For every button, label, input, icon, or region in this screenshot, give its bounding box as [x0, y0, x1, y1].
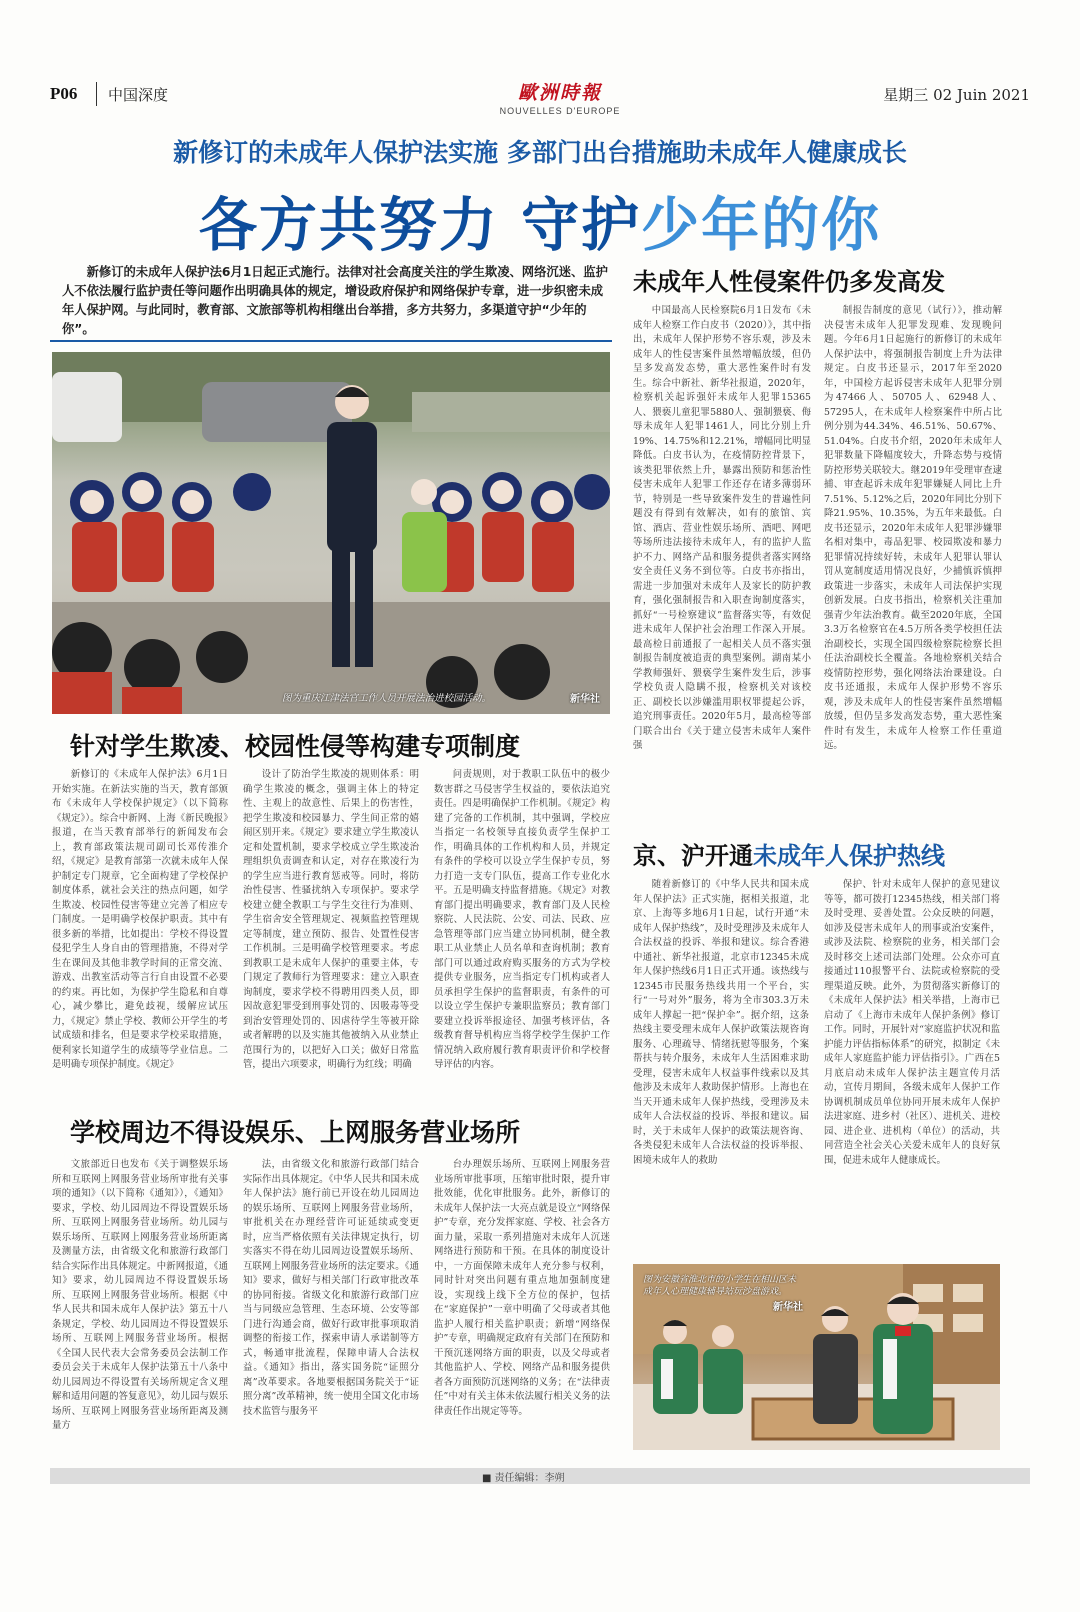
sexual-col-2: 制报告制度的意见（试行）》，推动解决侵害未成年人犯罪发现难、发现晚问题。今年6月1日起施行的新修订的未成年人保护法中，将强制报告制度上升为法律规定。白皮书还显示，2017年至2020年，中国检方起诉侵害未成年人犯罪分别为47466人、50705人、62948人、57295人，在未成年人检察案件中所占比例分别为44.34%、46.51%、50.67%、51.04%。白皮书介绍，2020年未成年人犯罪数量下降幅度较大，升降态势与疫情防控形势关联较大。继2019年受理审查逮捕、审查起诉未成年犯罪嫌疑人同比上升7.51%、5.12%之后，2020年同比分别下降21.95%、10.35%，为五年来最低。白皮书还显示，2020年未成年人犯罪涉嫌罪名相对集中，毒品犯罪、校园欺凌和暴力犯罪情况持续好转，未成年人犯罪认罪认罚从宽制度适用情况良好，少捕慎诉慎押政策进一步落实，未成年人司法保护实现创新发展。白皮书指出，检察机关注重加强青少年法治教育。截至2020年底，全国3.3万名检察官在4.5万所各类学校担任法治副校长，实现全国四级检察院检察长担任法治副校长全覆盖。各地检察机关结合疫情防控形势，强化网络法治课建设。白皮书还通报，未成年人保护形势不容乐观，涉及未成年人的性侵害案件虽然增幅放缓，但仍呈多发高发态势，重大恶性案件时有发生，未成年人检察工作任重道远。 [824, 305, 1002, 751]
lead-divider [50, 340, 612, 342]
hotline-col-1: 随着新修订的《中华人民共和国未成年人保护法》正式实施，据相关报道，北京、上海等多地6月1日起，试行开通“未成年人保护热线”，及时受理涉及未成年人合法权益的投诉、举报和建议。综合香港中通社、新华社报道，北京市12345未成年人保护热线6月1日正式开通。该热线与12345市民服务热线共用一个平台，实行“一号对外”服务，将为全市303.3万未成年人撑起一把“保护伞”。据介绍，这条热线主要受理未成年人保护政策法规咨询服务、心理疏导、情绪抚慰等服务，个案帮扶与转介服务，未成年人生活困难求助受理，侵害未成年人权益事件线索以及其他涉及未成年人救助保护情形。上海也在当天开通未成年人保护热线，受理涉及未成年人合法权益的投诉、举报和建议。届时，关于未成年人保护的政策法规咨询、各类侵犯未成年人合法权益的投诉举报、困境未成年人的救助 [633, 879, 809, 1166]
venues-col-1: 文旅部近日也发布《关于调整娱乐场所和互联网上网服务营业场所审批有关事项的通知》（以下简称《通知》），《通知》要求，学校、幼儿园周边不得设置娱乐场所、互联网上网服务营业场所。幼儿园与娱乐场所、互联网上网服务营业场所距离及测量方法，由省级文化和旅游行政部门结合实际作出具体规定。中新网报道，《通知》要求，幼儿园周边不得设置娱乐场所、互联网上网服务营业场所。根据《中华人民共和国未成年人保护法》第五十八条规定，学校、幼儿园周边不得设置娱乐场所、互联网上网服务营业场所。根据《全国人民代表大会常务委员会法制工作委员会关于未成年人保护法第五十八条中幼儿园周边不得设置有关场所规定含义理解和适用问题的答复意见》，幼儿园与娱乐场所、互联网上网服务营业场所距离及测量方 [52, 1159, 228, 1431]
page-header [50, 78, 1030, 118]
venues-col-3: 台办理娱乐场所、互联网上网服务营业场所审批事项，压缩审批时限，提升审批效能，优化审批服务。此外，新修订的未成年人保护法一大亮点就是设立“网络保护”专章，充分发挥家庭、学校、社会各方面力量，采取一系列措施对未成年人沉迷网络进行预防和干预。在具体的制度设计中，一方面保障未成年人充分参与权利，同时针对突出问题有重点地加强制度建设，实现线上线下全方位的保护，包括在“家庭保护”一章中明确了父母或者其他监护人履行相关监护职责；新增“网络保护”专章，明确规定政府有关部门在预防和干预沉迷网络方面的职责，以及父母或者其他监护人、学校、网络产品和服务提供者各方面预防沉迷网络的义务；在“法律责任”中对有关主体未依法履行相关义务的法律责任作出规定等等。 [434, 1159, 610, 1417]
bullying-col-2: 设计了防治学生欺凌的规则体系：明确学生欺凌的概念，强调主体上的特定性、主观上的故意性、后果上的伤害性，把学生欺凌和校园暴力、学生间正常的嬉闹区别开来。《规定》要求建立学生欺凌认定和处置机制，要求学校成立学生欺凌治理组织负责调查和认定，对存在欺凌行为的学生应当进行教育惩戒等。同时，将防治性侵害、性骚扰纳入专项保护。要求学校建立健全教职工与学生交往行为准则、学生宿舍安全管理规定、视频监控管理规定等制度，建立预防、报告、处置性侵害工作机制。三是明确学校管理要求。考虑到教职工是未成年人保护的重要主体，专门规定了教师行为管理要求：建立入职查询制度，要求学校不得聘用四类人员，即因故意犯罪受到刑事处罚的、因吸毒等受到治安管理处罚的、因虐待学生等被开除或者解聘的以及实施其他被纳入从业禁止范围行为的，以把好入口关；做好日常监管，提出六项要求，明确行为红线；明确 [243, 769, 419, 1070]
section-title-bullying: 针对学生欺凌、校园性侵等构建专项制度 [70, 732, 521, 761]
masthead-logo [485, 78, 635, 116]
page-footer [50, 1468, 1030, 1484]
lead-paragraph: 新修订的未成年人保护法6月1日起正式施行。法律对社会高度关注的学生欺凌、网络沉迷、监护人不依法履行监护责任等问题作出明确具体的规定，增设政府保护和网络保护专章，进一步织密未成年人保护网。与此同时，教育部、文旅部等机构相继出台举措，多方共努力，多渠道守护“少年的你”。 [62, 265, 608, 336]
editor-credit: ■ 责任编辑：李朔 [482, 1469, 564, 1484]
masthead-english: NOUVELLES D'EUROPE [499, 106, 621, 116]
section-title-sexual-abuse: 未成年人性侵案件仍多发高发 [633, 268, 945, 296]
venues-col-2: 法，由省级文化和旅游行政部门结合实际作出具体规定。《中华人民共和国未成年人保护法》施行前已开设在幼儿园周边的娱乐场所、互联网上网服务营业场所，审批机关在办理经营许可证延续或变更时，应当严格依照有关法律规定执行，切实落实不得在幼儿园周边设置娱乐场所、互联网上网服务营业场所的法定要求。《通知》要求，做好与相关部门行政审批改革的协同衔接。省级文化和旅游行政部门应当与同级应急管理、生态环境、公安等部门进行沟通会商，做好行政审批事项取消调整的衔接工作，探索申请人承诺制等方式，畅通审批流程，保障申请人合法权益。《通知》指出，落实国务院“证照分离”改革要求。各地要根据国务院关于“证照分离”改革精神，统一使用全国文化市场技术监管与服务平 [243, 1159, 419, 1417]
masthead-chinese: 歐洲時報 [517, 82, 602, 104]
photo-sandplay-students [633, 1264, 1000, 1450]
photo-illustration [52, 352, 610, 714]
photo2-credit: 新华社 [773, 1302, 803, 1313]
section-name: 中国深度 [108, 86, 169, 104]
hotline-title-part1: 京、沪开通 [633, 842, 753, 870]
hotline-title-part2: 未成年人保护热线 [753, 842, 945, 870]
bullying-col-1: 新修订的《未成年人保护法》6月1日开始实施。在新法实施的当天，教育部颁布《未成年人学校保护规定》（以下简称《规定》）。综合中新网、上海《新民晚报》报道，在当天教育部举行的新闻发布会上，教育部政策法规司副司长邓传淮介绍，《规定》是教育部第一次就未成年人保护制定专门规章，它全面构建了学校保护制度体系，就社会关注的热点问题，如学生欺凌、校园性侵害等建立完善了相应专门制度。一是明确学校保护职责。其中有很多新的举措，比如提出：学校不得设置侵犯学生人身自由的管理措施，不得对学生在课间及其他非教学时间的正常交流、游戏、出教室活动等言行自由设置不必要的约束。再比如，为保护学生隐私和自尊心，减少攀比，避免歧视，缓解应试压力，《规定》禁止学校、教师公开学生的考试成绩和排名，但是要求学校采取措施，便利家长知道学生的成绩等学业信息。二是明确专项保护制度。《规定》 [52, 769, 228, 1070]
headline-part1: 各方共努力 守护 [198, 191, 642, 259]
sexual-col-1: 中国最高人民检察院6月1日发布《未成年人检察工作白皮书（2020）》，其中指出，未成年人保护形势不容乐观，涉及未成年人的性侵害案件虽然增幅放缓，但仍呈多发高发态势，重大恶性案件时有发生。综合中新社、新华社报道，2020年，检察机关起诉强奸未成年人犯罪15365人、猥亵儿童犯罪5880人、强制猥亵、侮辱未成年人犯罪1461人，同比分别上升19%、14.75%和12.21%，增幅同比明显降低。白皮书认为，在疫情防控背景下，该类犯罪依然上升，暴露出预防和惩治性侵害未成年人犯罪工作还存在诸多薄弱环节，特别是一些导致案件发生的普遍性问题没有得到有效解决，如有的旅馆、宾馆、酒店、营业性娱乐场所、酒吧、网吧等场所违法接待未成年人，有的监护人监护不力、网络产品和服务提供者落实网络安全责任义务不到位等。白皮书亦指出，需进一步加强对未成年人及家长的防护教育，强化强制报告和入职查询制度落实，抓好“一号检察建议”监督落实等，有效促进未成年人保护社会治理工作深入开展。最高检日前通报了一起相关人员不落实强制报告制度被追责的典型案例。湖南某小学教师强奸、猥亵学生案件发生后，涉事学校负责人隐瞒不报，检察机关对该校正、副校长以涉嫌滥用职权罪提起公诉，追究刑事责任。2020年5月，最高检等部门联合出台《关于建立侵害未成年人案件强 [633, 305, 811, 751]
headline-part2: 少年的你 [641, 191, 882, 259]
photo1-caption: 图为重庆江津法官工作人员开展法治进校园活动。 [282, 693, 492, 704]
bullying-col-3: 问责规则，对于教职工队伍中的极少数害群之马侵害学生权益的，要依法追究责任。四是明确保护工作机制。《规定》构建了完备的工作机制，其中强调，学校应当指定一名校领导直接负责学生保护工作，明确具体的工作机构和人员，并规定有条件的学校可以设立学生保护专员，努力打造一支专门队伍，提高工作专业化水平。五是明确支持监督措施。《规定》对教育部门提出明确要求，教育部门及人民检察院、人民法院、公安、司法、民政、应急管理等部门应当建立协同机制，健全教职工从业禁止人员名单和查询机制；教育部门可以通过政府购买服务的方式为学校提供专业服务，应当指定专门机构或者人员承担学生保护的监督职责，有条件的可以设立学生保护专兼职监察员；教育部门要建立投诉举报途径、加强考核评估，各级教育督导机构应当将学校学生保护工作情况纳入政府履行教育职责评价和学校督导评估的内容。 [434, 769, 610, 1070]
page-number: P06 [50, 84, 78, 103]
photo-police-school-talk [52, 352, 610, 714]
photo2-caption: 图为安徽省淮北市的小学生在相山区未成年人心理健康辅导站玩沙盘游戏。 [643, 1275, 797, 1297]
subheadline: 新修订的未成年人保护法实施 多部门出台措施助未成年人健康成长 [173, 138, 907, 167]
hotline-col-2: 保护、针对未成年人保护的意见建议等等，都可拨打12345热线，相关部门将及时受理、妥善处置。公众反映的问题，如涉及侵害未成年人的刑事或治安案件，或涉及法院、检察院的业务，相关部门会及时移交上述司法部门处理。公众亦可直接通过110报警平台、法院或检察院的受理渠道反映。此外，为贯彻落实新修订的《未成年人保护法》相关举措，上海市已启动了《上海市未成年人保护条例》修订工作。同时，开展针对“家庭监护状况和监护能力评估指标体系”的研究，拟制定《未成年人家庭监护能力评估指引》。广西在5月底启动未成年人保护法主题宣传月活动，宣传月期间，各级未成年人保护工作协调机制成员单位协同开展未成年人保护法进家庭、进乡村（社区）、进机关、进校园、进企业、进机构（单位）的活动，共同营造全社会关心关爱未成年人的良好氛围，促进未成年人健康成长。 [824, 879, 1000, 1166]
header-divider [96, 82, 97, 106]
section-title-venues: 学校周边不得设娱乐、上网服务营业场所 [70, 1118, 521, 1147]
photo1-credit: 新华社 [570, 694, 600, 705]
section-title-hotline [633, 836, 945, 871]
main-headline [50, 178, 1030, 262]
issue-date: 星期三 02 Juin 2021 [883, 86, 1030, 104]
